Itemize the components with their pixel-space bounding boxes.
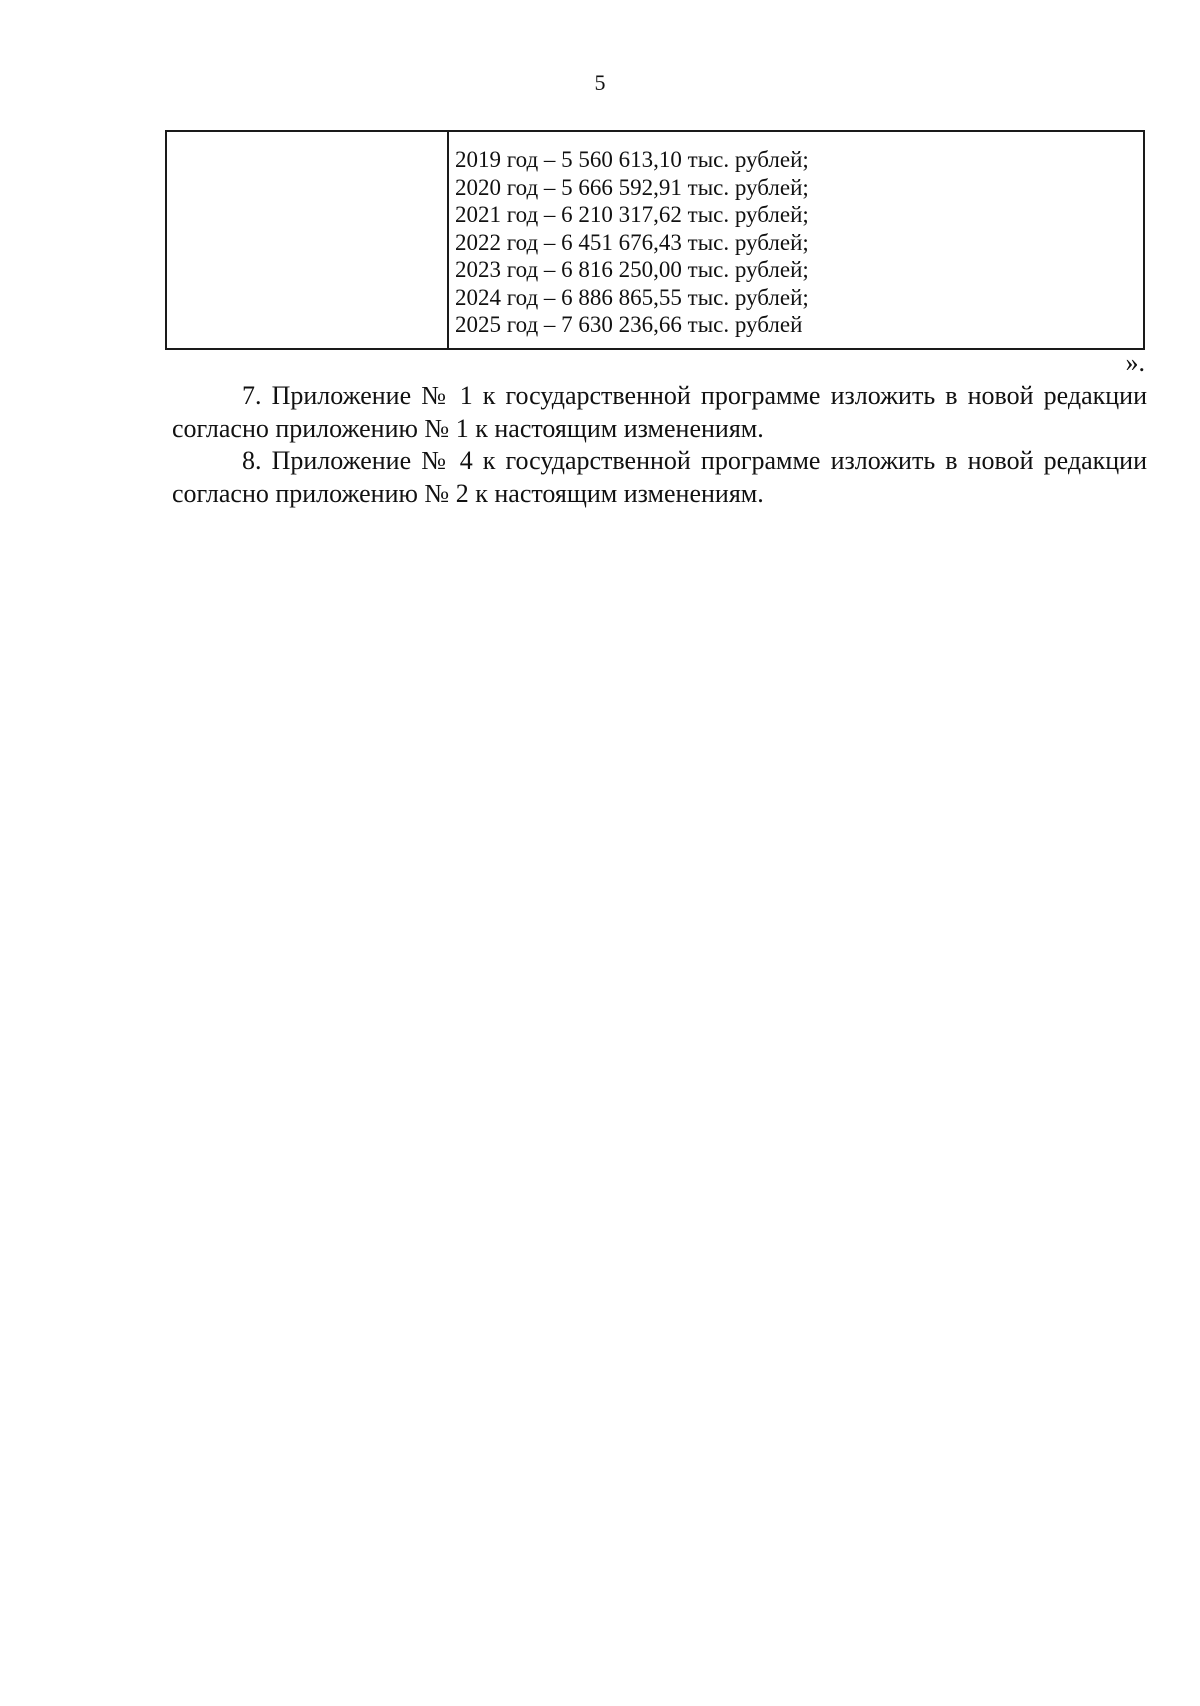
table-row xyxy=(166,131,1144,349)
closing-quote: ». xyxy=(1125,348,1145,377)
table-cell-values xyxy=(448,131,1144,349)
funding-by-year-list xyxy=(449,132,1143,339)
list-item: 2024 год – 6 886 865,55 тыс. рублей; xyxy=(455,284,809,310)
list-item: 2025 год – 7 630 236,66 тыс. рублей xyxy=(455,312,803,337)
list-item: 2021 год – 6 210 317,62 тыс. рублей; xyxy=(455,202,809,227)
funding-table xyxy=(165,130,1145,350)
list-item: 2022 год – 6 451 676,43 тыс. рублей; xyxy=(455,229,809,255)
list-item: 2023 год – 6 816 250,00 тыс. рублей; xyxy=(455,257,809,282)
amendment-item-8: 8. Приложение № 4 к государственной программе изложить в новой редакции согласно приложению № 2 к настоящим изменениям. xyxy=(172,446,1147,508)
amendment-item-7: 7. Приложение № 1 к государственной программе изложить в новой редакции согласно приложению № 1 к настоящим изменениям. xyxy=(172,381,1147,443)
list-item: 2019 год – 5 560 613,10 тыс. рублей; xyxy=(455,147,809,172)
amendment-items xyxy=(172,380,1147,510)
table-cell-label xyxy=(166,131,448,349)
page-number: 5 xyxy=(594,70,606,95)
list-item: 2020 год – 5 666 592,91 тыс. рублей; xyxy=(455,174,809,200)
